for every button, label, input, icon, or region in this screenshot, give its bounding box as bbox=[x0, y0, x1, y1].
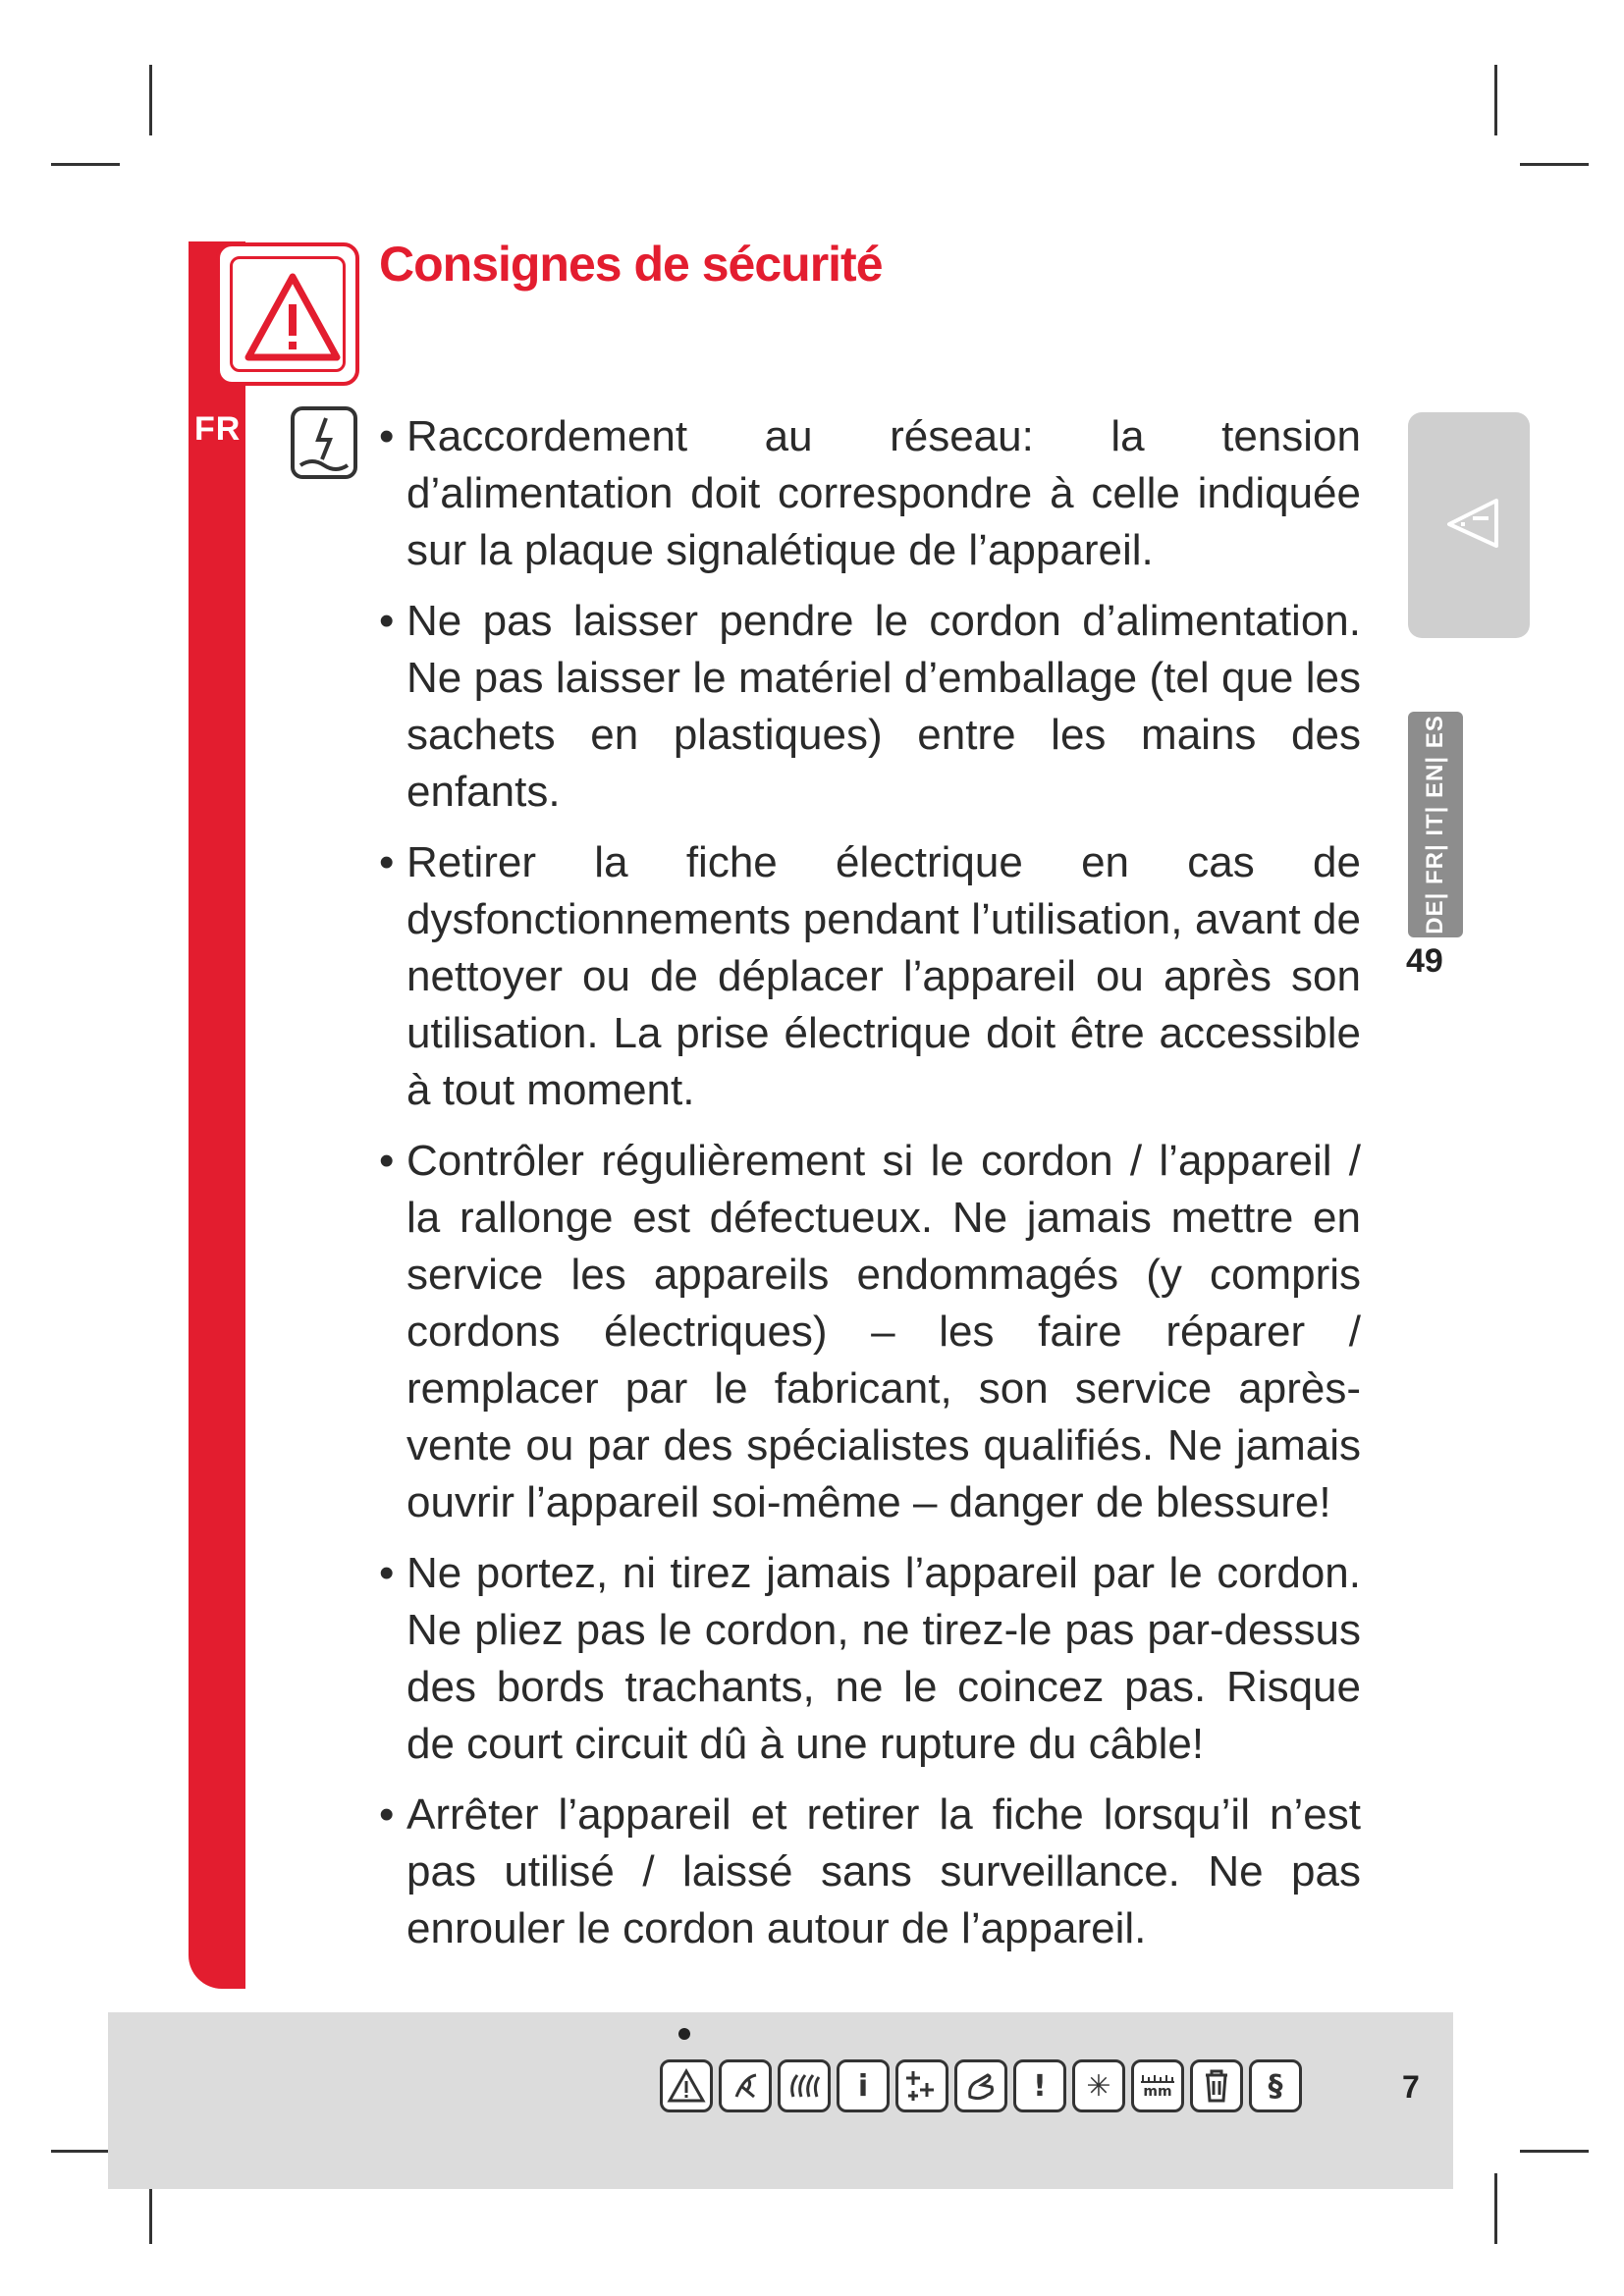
list-item: • Retirer la fiche électrique en cas de dysfonctionnements pendant l’utilisation, avant de nettoyer ou de déplacer l’appareil ou après son utilisation. La prise électrique doit être accessible à tout moment. bbox=[379, 834, 1361, 1119]
crop-mark bbox=[149, 65, 152, 135]
language-selector[interactable] bbox=[1408, 712, 1463, 937]
warning-icon bbox=[235, 259, 351, 375]
list-item: • Ne pas laisser pendre le cordon d’alimentation. Ne pas laisser le matériel d’emballage (tel que les sachets en plastiques) entre les mains des enfants. bbox=[379, 593, 1361, 821]
page-title: Consignes de sécurité bbox=[379, 237, 883, 292]
stitch-icon[interactable]: ✳ bbox=[1072, 2059, 1125, 2112]
sewing-icon[interactable] bbox=[719, 2059, 772, 2112]
language-list: DE| FR| IT| EN| ES bbox=[1422, 715, 1448, 934]
crop-mark bbox=[1494, 2173, 1497, 2244]
crop-mark bbox=[1494, 65, 1497, 135]
measure-icon[interactable] bbox=[1131, 2059, 1184, 2112]
crop-mark bbox=[51, 163, 120, 166]
trash-icon[interactable] bbox=[1190, 2059, 1243, 2112]
active-indicator-dot bbox=[678, 2028, 690, 2040]
attention-icon[interactable]: ! bbox=[1013, 2059, 1066, 2112]
measure-label: mm bbox=[1143, 2084, 1172, 2100]
section-sidebar bbox=[189, 241, 245, 1989]
warning-icon bbox=[1443, 497, 1502, 550]
crop-mark bbox=[1520, 163, 1589, 166]
warning-header-frame bbox=[230, 256, 346, 372]
safety-instructions bbox=[379, 408, 1361, 1971]
warning-header-box bbox=[216, 242, 359, 386]
warning-icon[interactable] bbox=[660, 2059, 713, 2112]
electrical-connection-icon bbox=[289, 404, 359, 483]
list-item: • Ne portez, ni tirez jamais l’appareil par le cordon. Ne pliez pas le cordon, ne tirez-le pas par-dessus des bords trachants, ne le coincez pas. Risque de court circuit dû à une rupture du câble! bbox=[379, 1545, 1361, 1773]
legal-icon[interactable]: § bbox=[1249, 2059, 1302, 2112]
section-page-number: 49 bbox=[1406, 942, 1443, 980]
list-item: • Arrêter l’appareil et retirer la fiche lorsqu’il n’est pas utilisé / laissé sans surveillance. Ne pas enrouler le cordon autour de l’appareil. bbox=[379, 1787, 1361, 1957]
list-item: • Contrôler régulièrement si le cordon / l’appareil / la rallonge est défectueux. Ne jamais mettre en service les appareils endommagés (y compris cordons électriques) – les faire réparer / remplacer par le fabricant, son service après-vente ou par des spécialistes qualifiés. Ne jamais ouvrir l’appareil soi-même – danger de blessure! bbox=[379, 1133, 1361, 1531]
page-number: 7 bbox=[1402, 2069, 1420, 2105]
info-icon[interactable]: i bbox=[837, 2059, 890, 2112]
thread-icon[interactable] bbox=[778, 2059, 831, 2112]
accessories-icon[interactable] bbox=[895, 2059, 948, 2112]
crop-mark bbox=[1520, 2150, 1589, 2153]
list-item: • Raccordement au réseau: la tension d’alimentation doit correspondre à celle indiquée sur la plaque signalétique de l’appareil. bbox=[379, 408, 1361, 579]
language-label: FR bbox=[194, 410, 242, 448]
section-tab-safety[interactable] bbox=[1408, 412, 1530, 638]
hand-icon[interactable] bbox=[954, 2059, 1007, 2112]
footer-navigation bbox=[660, 2059, 1302, 2112]
